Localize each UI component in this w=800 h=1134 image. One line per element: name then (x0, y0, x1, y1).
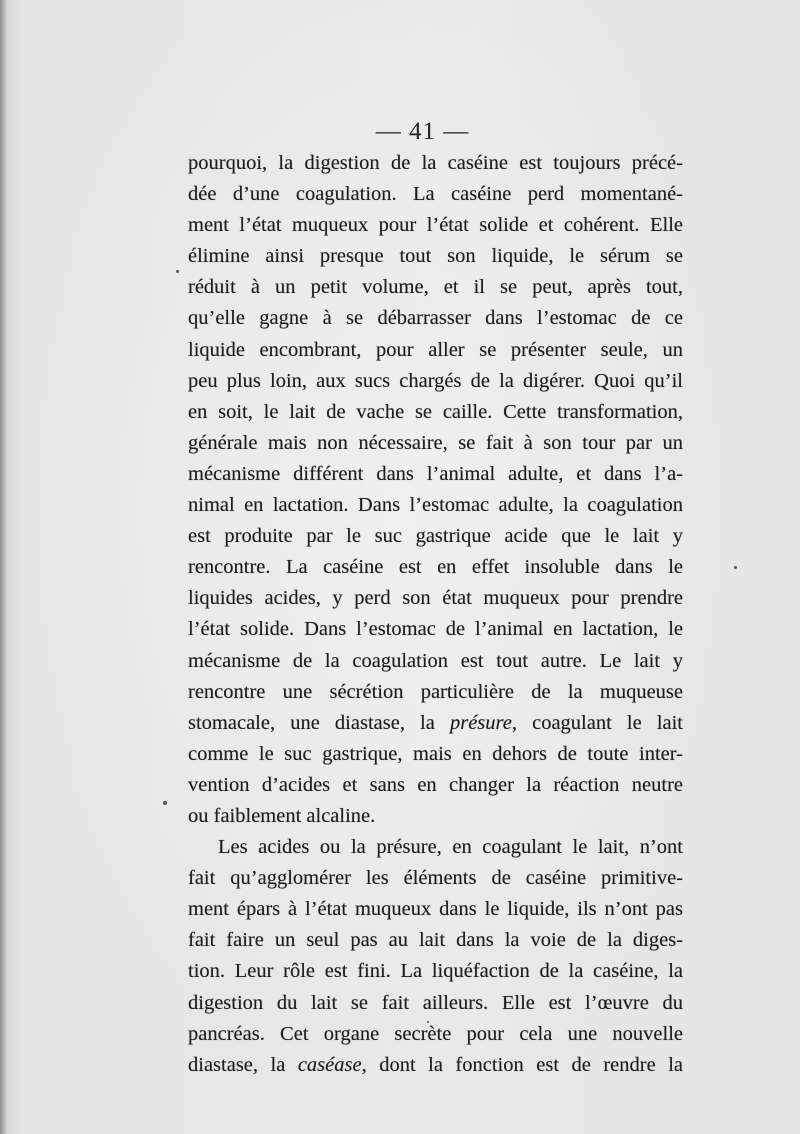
text-line (188, 646, 683, 677)
text-run: mécanisme de la coagulation est tout autre. Le lait y (188, 649, 683, 672)
text-line (188, 801, 683, 832)
text-line (188, 1050, 683, 1081)
text-run: diastase, la (188, 1053, 298, 1076)
text-line (188, 677, 683, 708)
ink-speck (176, 270, 179, 273)
text-run: qu’elle gagne à se débarrasser dans l’estomac de ce (188, 307, 683, 330)
text-line (188, 241, 683, 272)
text-line (188, 459, 683, 490)
text-run: digestion du lait se fait ailleurs. Elle est l’œuvre du (188, 991, 683, 1014)
ink-speck (427, 1021, 429, 1023)
text-run: peu plus loin, aux sucs chargés de la digérer. Quoi qu’il (188, 369, 683, 392)
text-run: stomacale, une diastase, la (188, 711, 450, 734)
text-run: liquides acides, y perd son état muqueux pour prendre (188, 587, 683, 610)
text-line (188, 272, 683, 303)
text-run: vention d’acides et sans en changer la réaction neutre (188, 773, 683, 796)
text-line (188, 708, 683, 739)
text-run: pourquoi, la digestion de la caséine est toujours précé- (188, 152, 683, 174)
text-line (188, 490, 683, 521)
text-line (188, 894, 683, 925)
text-line (188, 521, 683, 552)
text-line (188, 925, 683, 956)
text-line (188, 179, 683, 210)
text-line (188, 770, 683, 801)
text-run: générale mais non nécessaire, se fait à son tour par un (188, 431, 683, 454)
text-line (188, 1019, 683, 1050)
text-run: dée d’une coagulation. La caséine perd momentané- (188, 183, 683, 206)
text-run: nimal en lactation. Dans l’estomac adulte, la coagulation (188, 494, 683, 517)
ink-speck (163, 801, 167, 805)
text-run: réduit à un petit volume, et il se peut, après tout, (188, 276, 683, 299)
text-line (188, 832, 683, 863)
text-line (188, 552, 683, 583)
text-line (188, 988, 683, 1019)
text-run: en soit, le lait de vache se caille. Cette transformation, (188, 400, 683, 423)
text-run: mécanisme différent dans l’animal adulte, et dans l’a- (188, 462, 683, 485)
text-line (188, 366, 683, 397)
italic-term: caséase (297, 1053, 362, 1076)
text-run: , dont la fonction est de rendre la (361, 1053, 683, 1076)
text-run: rencontre. La caséine est en effet insoluble dans le (188, 556, 683, 579)
text-run: ment l’état muqueux pour l’état solide et cohérent. Elle (188, 214, 683, 237)
text-line (188, 428, 683, 459)
text-line (188, 956, 683, 987)
text-line (188, 303, 683, 334)
text-line (188, 335, 683, 366)
text-line (188, 583, 683, 614)
text-run: Les acides ou la présure, en coagulant le lait, n’ont (218, 836, 683, 859)
text-run: est produite par le suc gastrique acide que le lait y (188, 525, 683, 548)
body-text (188, 148, 683, 1081)
text-run: tion. Leur rôle est fini. La liquéfaction de la caséine, la (188, 960, 683, 983)
text-line (188, 397, 683, 428)
page-gutter-shadow (0, 0, 6, 1134)
text-run: pancréas. Cet organe secrète pour cela une nouvelle (188, 1022, 683, 1045)
text-run: élimine ainsi presque tout son liquide, le sérum se (188, 245, 683, 268)
text-line (188, 614, 683, 645)
text-line (188, 739, 683, 770)
text-run: rencontre une sécrétion particulière de la muqueuse (188, 680, 683, 703)
text-run: fait faire un seul pas au lait dans la voie de la diges- (188, 929, 683, 952)
italic-term: présure (449, 711, 512, 734)
text-line (188, 210, 683, 241)
ink-speck (734, 566, 737, 569)
page-number: — 41 — (375, 118, 470, 145)
text-run: ment épars à l’état muqueux dans le liquide, ils n’ont pas (188, 898, 683, 921)
text-run: fait qu’agglomérer les éléments de caséine primitive- (188, 867, 683, 890)
text-run: liquide encombrant, pour aller se présenter seule, un (188, 338, 683, 361)
text-line (188, 863, 683, 894)
text-run: ou faiblement alcaline. (188, 804, 376, 827)
text-run: l’état solide. Dans l’estomac de l’animal en lactation, le (188, 618, 683, 641)
text-line (188, 148, 683, 179)
text-run: , coagulant le lait (511, 711, 684, 734)
text-run: comme le suc gastrique, mais en dehors de toute inter- (188, 742, 683, 765)
